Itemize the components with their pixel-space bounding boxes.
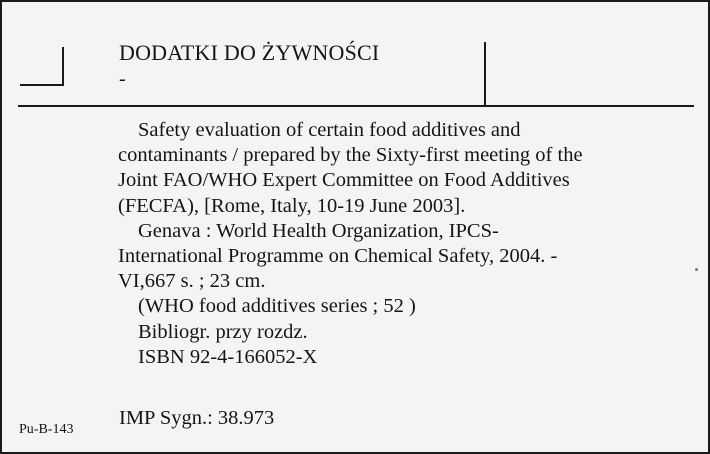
- isbn-line: ISBN 92-4-166052-X: [138, 345, 318, 368]
- physical-description: VI,667 s. ; 23 cm.: [118, 270, 266, 293]
- title-line-2: contaminants / prepared by the Sixty-first meeting of the: [118, 144, 583, 167]
- publication-line-1: Genava : World Health Organization, IPCS-: [138, 219, 499, 242]
- header-divider: [484, 42, 486, 107]
- title-line-3: Joint FAO/WHO Expert Committee on Food Additives: [118, 169, 570, 192]
- corner-mark-horizontal: [20, 84, 64, 86]
- corner-mark-vertical: [62, 47, 64, 85]
- subject-heading: DODATKI DO ŻYWNOŚCI: [119, 40, 380, 65]
- paper-speck: [695, 268, 698, 271]
- horizontal-rule: [18, 105, 694, 107]
- title-line-4: (FECFA), [Rome, Italy, 10-19 June 2003].: [118, 194, 466, 217]
- bibliographic-description: [118, 118, 693, 370]
- shelf-mark: Pu-B-143: [19, 422, 74, 437]
- call-number: IMP Sygn.: 38.973: [119, 407, 275, 429]
- subject-dash: -: [119, 68, 126, 90]
- publication-line-2: International Programme on Chemical Safety, 2004. -: [118, 245, 558, 268]
- title-line-1: Safety evaluation of certain food additives and: [138, 119, 521, 141]
- series-note: (WHO food additives series ; 52 ): [138, 295, 416, 318]
- bibliography-note: Bibliogr. przy rozdz.: [138, 320, 308, 343]
